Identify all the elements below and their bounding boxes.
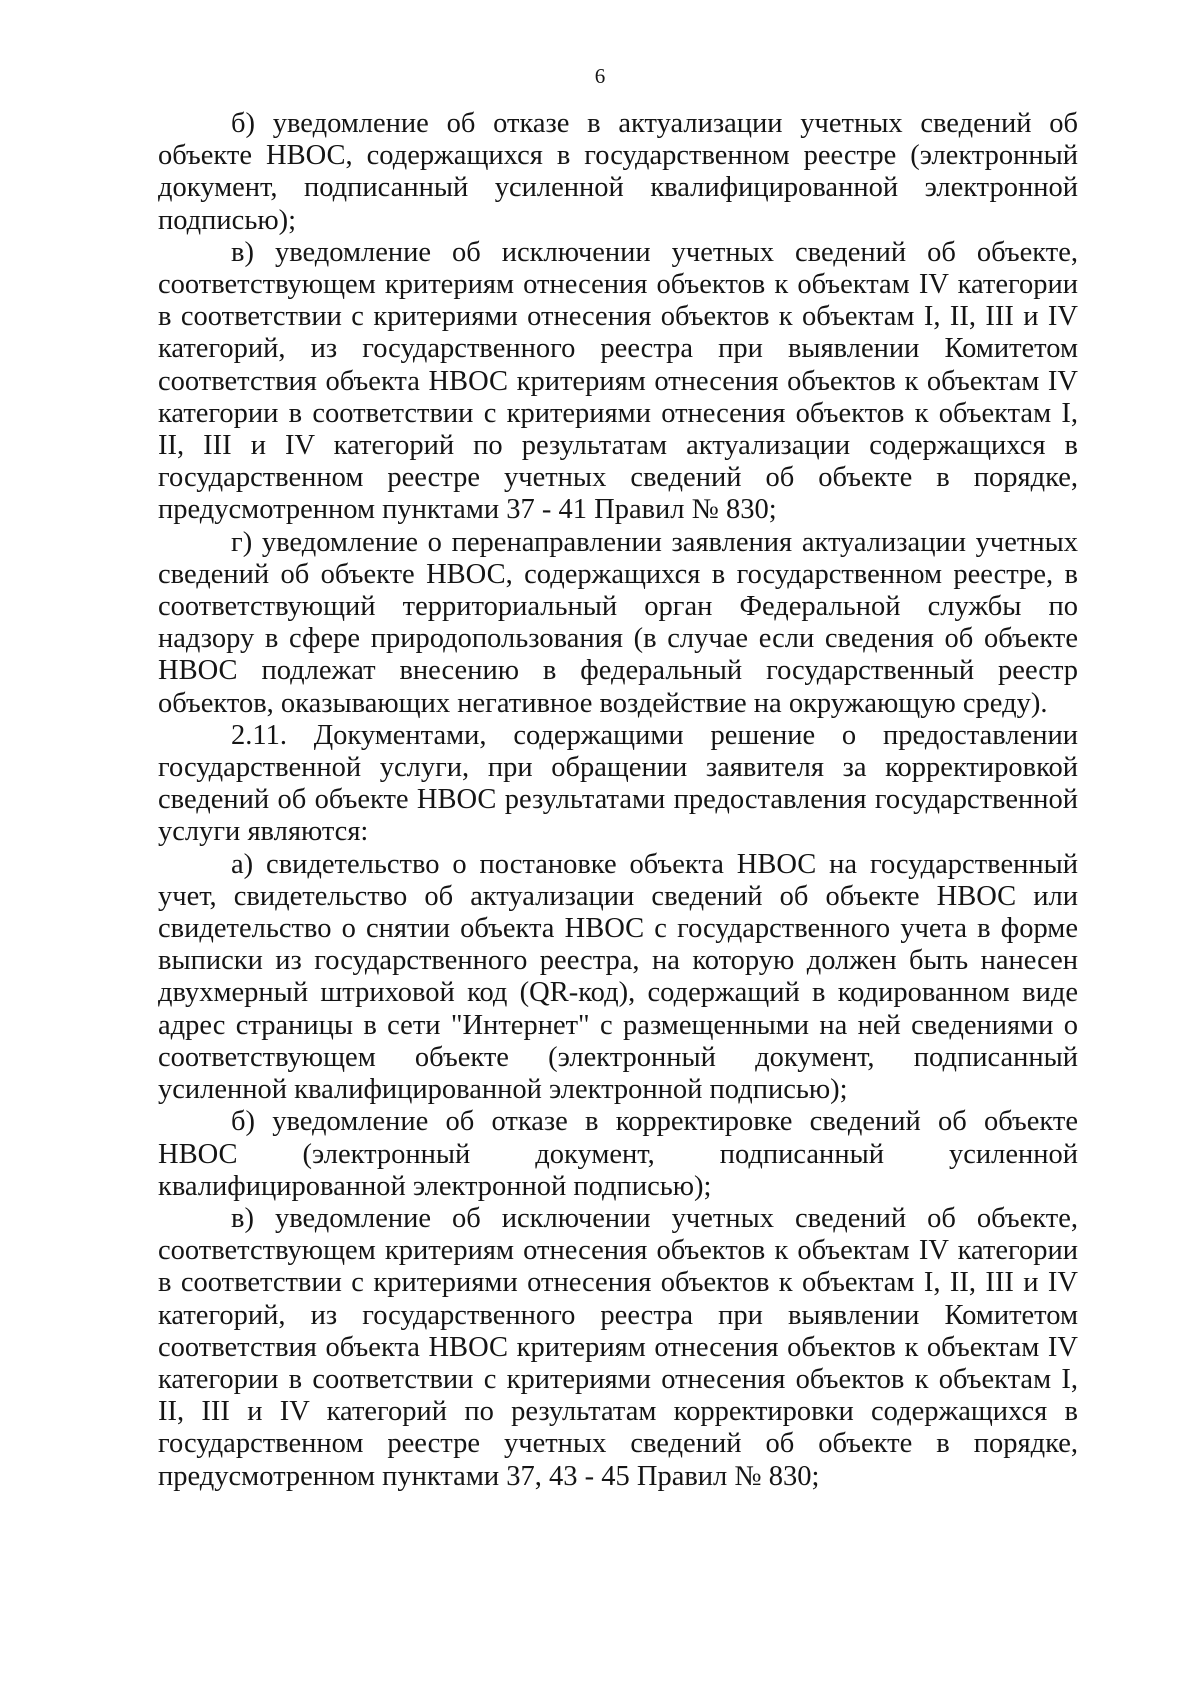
- paragraph-notice-refusal-correction: б) уведомление об отказе в корректировке сведений об объекте НВОС (электронный документ, подписанный усиленной квалифицированной электронной подписью);: [158, 1106, 1078, 1202]
- paragraph-notice-exclusion-actualization: в) уведомление об исключении учетных сведений об объекте, соответствующем критериям отнесения объектов к объектам IV категории в соответствии с критериями отнесения объектов к объектам I, II, III и IV категорий, из государственного реестра при выявлении Комитетом соответствия объекта НВОС критериям отнесения объектов к объектам IV категории в соответствии с критериями отнесения объектов к объектам I, II, III и IV категорий по результатам актуализации содержащихся в государственном реестре учетных сведений об объекте в порядке, предусмотренном пунктами 37 - 41 Правил № 830;: [158, 236, 1078, 526]
- page-number: 6: [594, 64, 606, 88]
- paragraph-notice-redirection: г) уведомление о перенаправлении заявления актуализации учетных сведений об объекте НВОС, содержащихся в государственном реестре, в соответствующий территориальный орган Федеральной службы по надзору в сфере природопользования (в случае если сведения об объекте НВОС подлежат внесению в федеральный государственный реестр объектов, оказывающих негативное воздействие на окружающую среду).: [158, 526, 1078, 719]
- paragraph-section-2-11: 2.11. Документами, содержащими решение о предоставлении государственной услуги, при обращении заявителя за корректировкой сведений об объекте НВОС результатами предоставления государственной услуги являются:: [158, 719, 1078, 848]
- paragraph-notice-exclusion-correction: в) уведомление об исключении учетных сведений об объекте, соответствующем критериям отнесения объектов к объектам IV категории в соответствии с критериями отнесения объектов к объектам I, II, III и IV категорий, из государственного реестра при выявлении Комитетом соответствия объекта НВОС критериям отнесения объектов к объектам IV категории в соответствии с критериями отнесения объектов к объектам I, II, III и IV категорий по результатам корректировки содержащихся в государственном реестре учетных сведений об объекте в порядке, предусмотренном пунктами 37, 43 - 45 Правил № 830;: [158, 1202, 1078, 1492]
- paragraph-notice-refusal-actualization: б) уведомление об отказе в актуализации учетных сведений об объекте НВОС, содержащихся в государственном реестре (электронный документ, подписанный усиленной квалифицированной электронной подписью);: [158, 108, 1078, 236]
- document-body: [158, 108, 1078, 1493]
- paragraph-certificate: а) свидетельство о постановке объекта НВОС на государственный учет, свидетельство об актуализации сведений об объекте НВОС или свидетельство о снятии объекта НВОС с государственного учета в форме выписки из государственного реестра, на которую должен быть нанесен двухмерный штриховой код (QR-код), содержащий в кодированном виде адрес страницы в сети "Интернет" с размещенными на ней сведениями о соответствующем объекте (электронный документ, подписанный усиленной квалифицированной электронной подписью);: [158, 848, 1078, 1106]
